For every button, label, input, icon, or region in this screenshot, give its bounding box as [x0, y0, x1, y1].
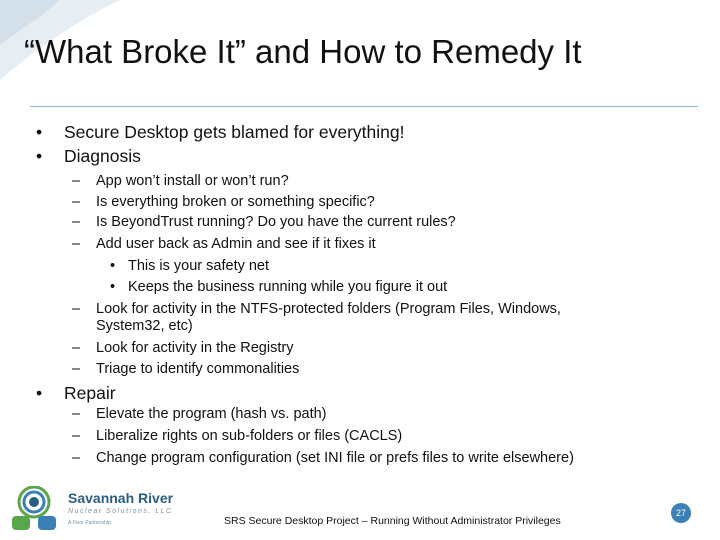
- page-number-badge: 27: [671, 503, 691, 523]
- repair-text: Change program configuration (set INI file or prefs files to write elsewhere): [96, 450, 574, 466]
- diagnosis-item: [72, 300, 561, 318]
- dash-mark: –: [72, 406, 81, 422]
- diagnosis-text: System32, etc): [96, 318, 193, 334]
- diagnosis-item: [72, 339, 294, 357]
- bullet-text: Secure Desktop gets blamed for everything!: [64, 122, 405, 142]
- diagnosis-text: Is BeyondTrust running? Do you have the current rules?: [96, 214, 456, 230]
- diagnosis-item: [72, 193, 375, 211]
- logo-subtitle: Nuclear Solutions, LLC: [68, 508, 173, 515]
- diagnosis-item: [72, 172, 289, 190]
- bullet-mark: •: [110, 258, 116, 274]
- repair-text: Elevate the program (hash vs. path): [96, 406, 327, 422]
- srns-logo-icon: [10, 486, 62, 532]
- repair-item: [72, 449, 574, 467]
- logo-name: Savannah River: [68, 490, 174, 506]
- diagnosis-text: Add user back as Admin and see if it fixes it: [96, 236, 376, 252]
- diagnosis-text: App won’t install or won’t run?: [96, 173, 289, 189]
- bullet-text: Repair: [64, 383, 116, 403]
- slide-title: “What Broke It” and How to Remedy It: [24, 33, 582, 70]
- bullet-diagnosis: [36, 145, 141, 167]
- dash-mark: –: [72, 361, 81, 377]
- bullet-secure-desktop: [36, 121, 405, 143]
- repair-item: [72, 405, 327, 423]
- sub-bullet-text: This is your safety net: [128, 258, 270, 274]
- dash-mark: –: [72, 428, 81, 444]
- sub-bullet-text: Keeps the business running while you figure it out: [128, 279, 448, 295]
- diagnosis-text: Is everything broken or something specific?: [96, 194, 375, 210]
- repair-text: Liberalize rights on sub-folders or files (CACLS): [96, 428, 403, 444]
- dash-mark: –: [72, 236, 81, 252]
- bullet-mark: •: [36, 146, 43, 166]
- dash-mark: –: [72, 340, 81, 356]
- slide-footer: SRS Secure Desktop Project – Running Without Administrator Privileges: [224, 515, 561, 527]
- business-running-item: [110, 278, 448, 296]
- bullet-mark: •: [36, 383, 43, 403]
- dash-mark: –: [72, 173, 81, 189]
- bullet-text: Diagnosis: [64, 146, 141, 166]
- company-logo: [10, 486, 180, 534]
- dash-mark: –: [72, 301, 81, 317]
- bullet-mark: •: [36, 122, 43, 142]
- dash-mark: –: [72, 214, 81, 230]
- safety-net-item: [110, 257, 270, 275]
- diagnosis-item: [72, 235, 376, 253]
- dash-mark: –: [72, 194, 81, 210]
- diagnosis-item: [72, 213, 456, 231]
- diagnosis-text: Look for activity in the Registry: [96, 340, 294, 356]
- dash-mark: –: [72, 450, 81, 466]
- logo-tagline: A Fluor Partnership: [68, 520, 111, 526]
- diagnosis-text: Triage to identify commonalities: [96, 361, 300, 377]
- repair-item: [72, 427, 403, 445]
- bullet-repair: [36, 382, 116, 404]
- diagnosis-text: Look for activity in the NTFS-protected folders (Program Files, Windows,: [96, 301, 561, 317]
- diagnosis-item: [72, 360, 300, 378]
- bullet-mark: •: [110, 279, 116, 295]
- diagnosis-item-continued: [96, 317, 193, 335]
